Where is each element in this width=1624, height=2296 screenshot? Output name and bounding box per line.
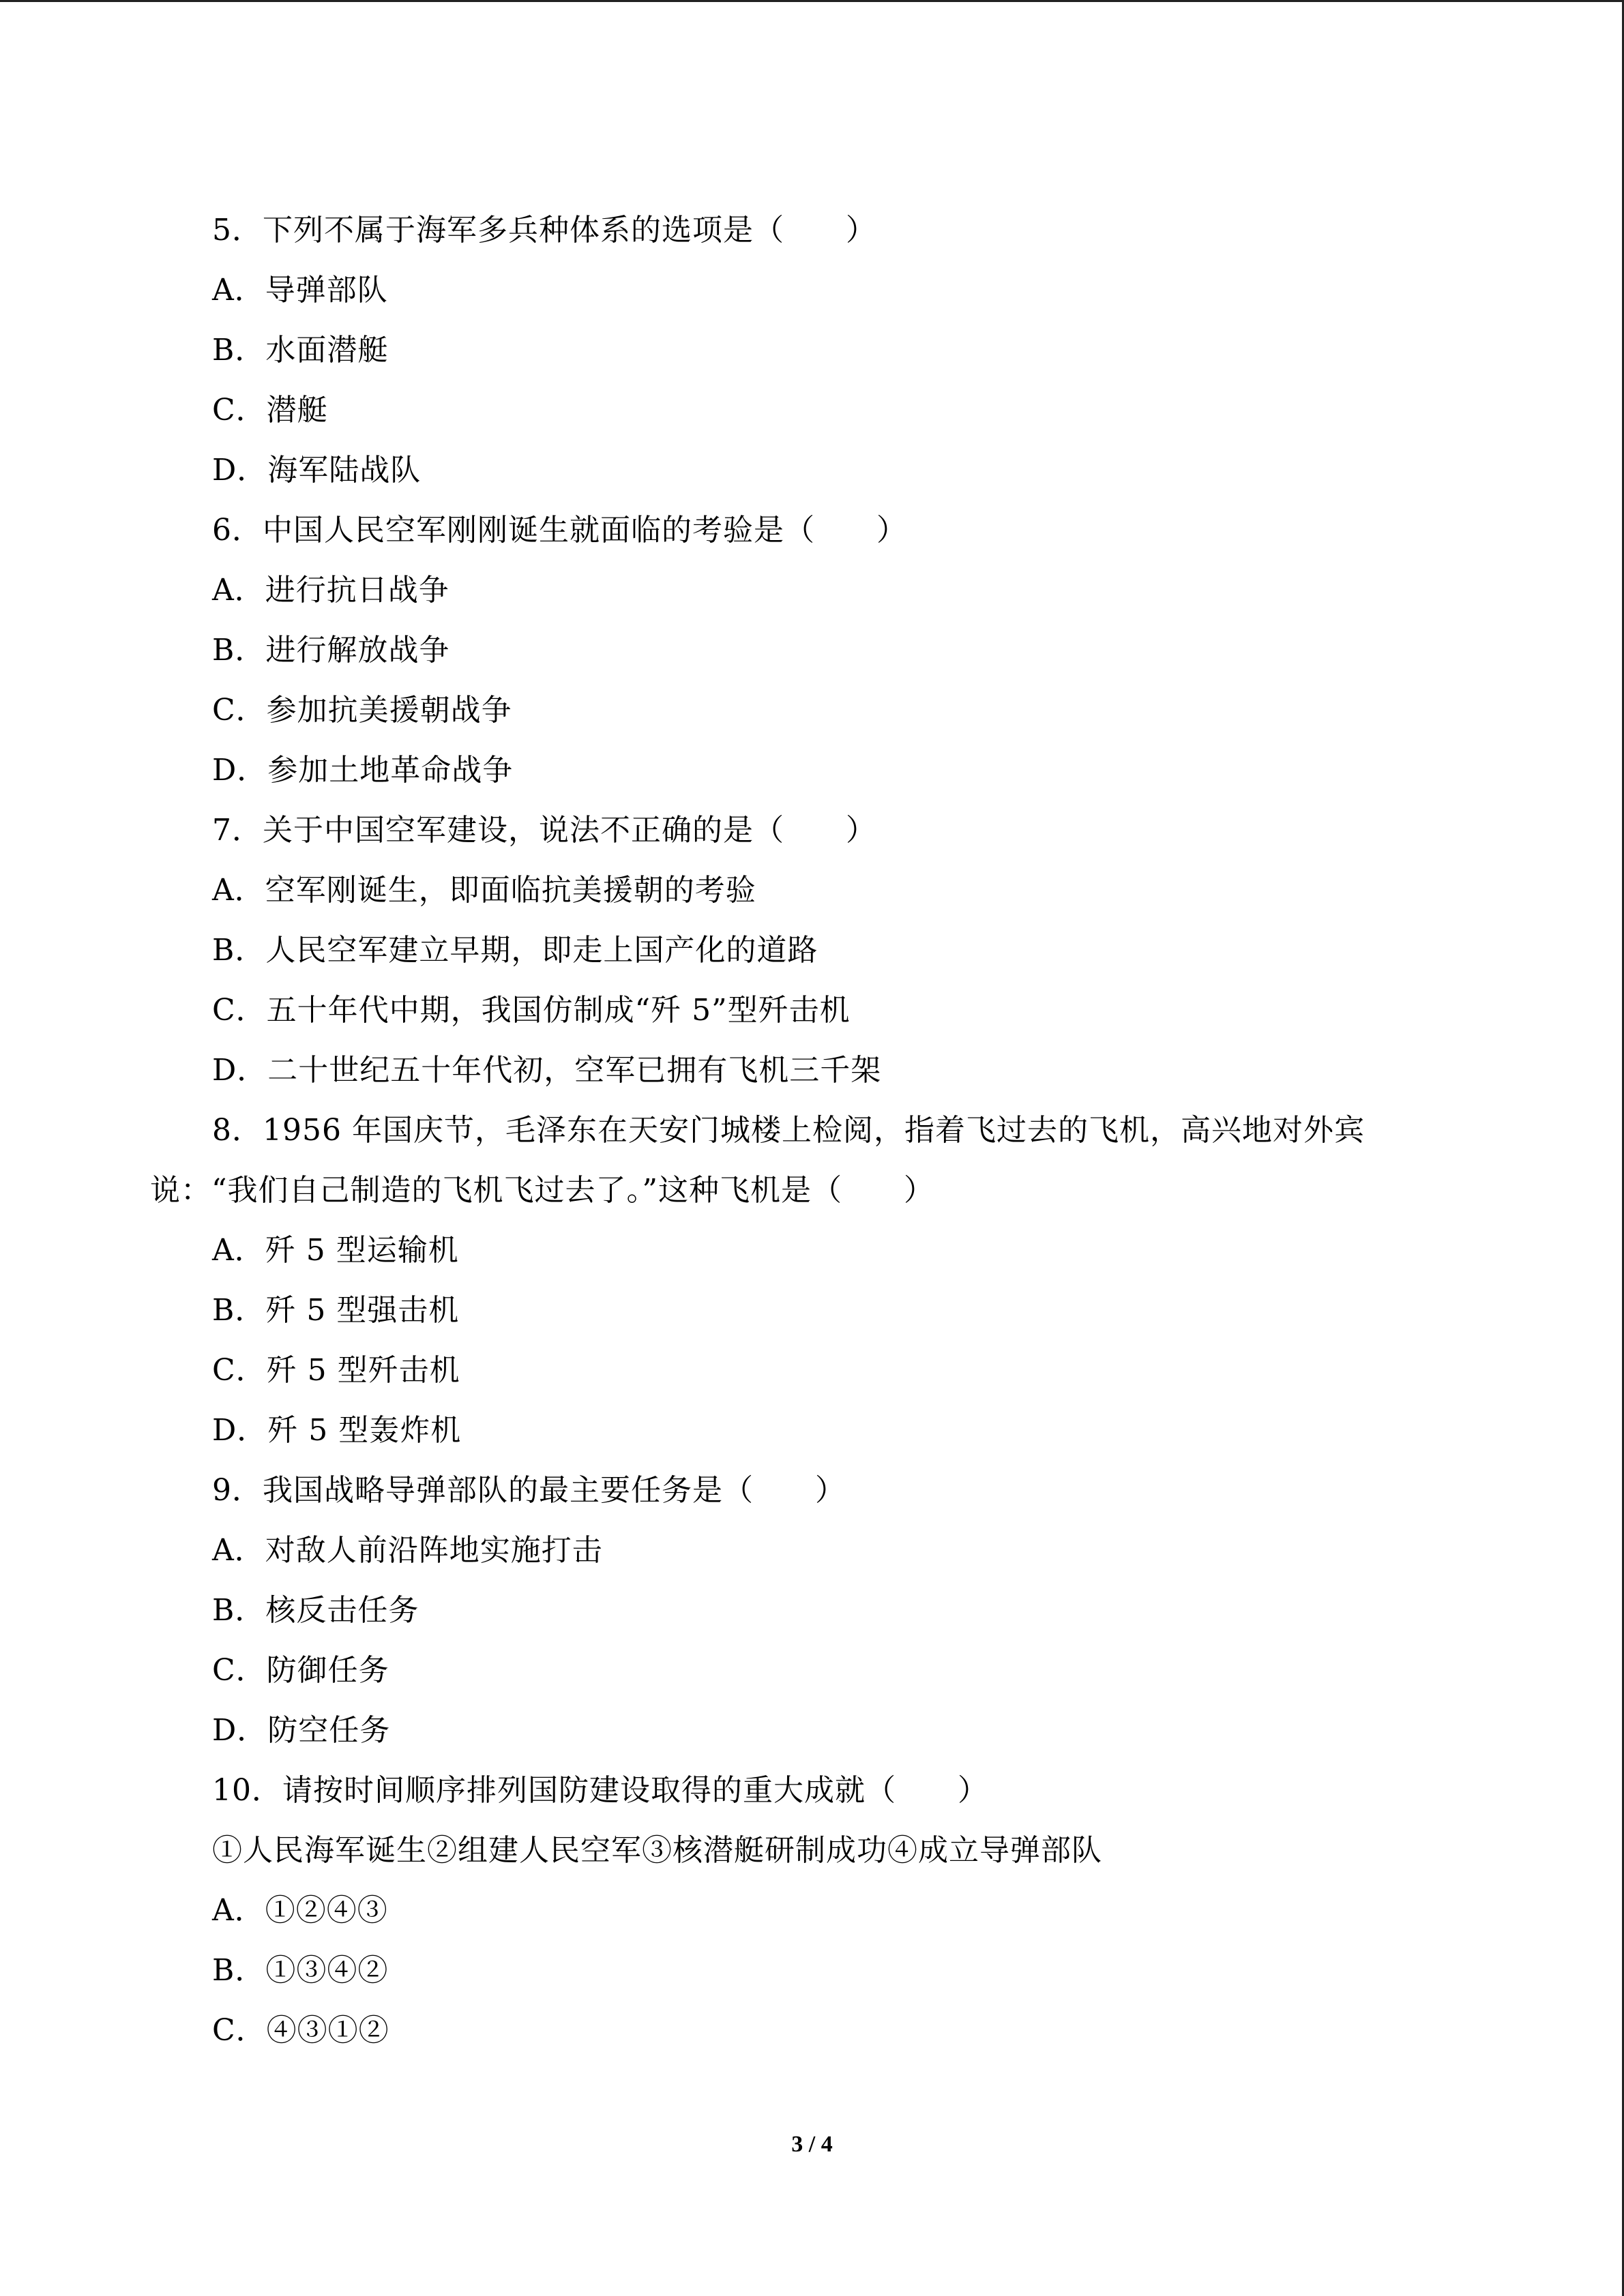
question-5-option-c: C．潜艇 — [212, 393, 328, 428]
question-6-option-a: A．进行抗日战争 — [212, 573, 449, 608]
question-8-option-d: D．歼 5 型轰炸机 — [212, 1413, 462, 1448]
page-number: 3 / 4 — [791, 2132, 833, 2157]
question-9-option-c: C．防御任务 — [212, 1653, 389, 1688]
question-6-option-d: D．参加土地革命战争 — [212, 753, 514, 788]
question-8-stem-continued: 说：“我们自己制造的飞机飞过去了。”这种飞机是（ ） — [150, 1173, 934, 1208]
question-9-stem: 9．我国战略导弹部队的最主要任务是（ ） — [212, 1473, 846, 1508]
question-5-option-b: B．水面潜艇 — [212, 333, 389, 368]
question-8-option-a: A．歼 5 型运输机 — [212, 1233, 459, 1268]
question-5-stem: 5．下列不属于海军多兵种体系的选项是（ ） — [212, 213, 876, 248]
question-9-option-b: B．核反击任务 — [212, 1593, 419, 1628]
question-8-option-b: B．歼 5 型强击机 — [212, 1293, 460, 1328]
question-8-stem: 8．1956 年国庆节，毛泽东在天安门城楼上检阅，指着飞过去的飞机，高兴地对外宾 — [212, 1113, 1365, 1148]
question-7-option-b: B．人民空军建立早期，即走上国产化的道路 — [212, 933, 818, 968]
question-7-option-a: A．空军刚诞生，即面临抗美援朝的考验 — [212, 873, 756, 908]
question-10-items: ①人民海军诞生②组建人民空军③核潜艇研制成功④成立导弹部队 — [212, 1833, 1102, 1868]
question-10-option-c: C．④③①② — [212, 2013, 389, 2048]
question-7-stem: 7．关于中国空军建设，说法不正确的是（ ） — [212, 813, 876, 848]
question-9-option-a: A．对敌人前沿阵地实施打击 — [212, 1533, 603, 1568]
question-6-stem: 6．中国人民空军刚刚诞生就面临的考验是（ ） — [212, 513, 907, 548]
question-7-option-d: D．二十世纪五十年代初，空军已拥有飞机三千架 — [212, 1053, 882, 1088]
question-7-option-c: C．五十年代中期，我国仿制成“歼 5”型歼击机 — [212, 993, 851, 1028]
question-10-option-a: A．①②④③ — [212, 1893, 388, 1928]
question-10-stem: 10．请按时间顺序排列国防建设取得的重大成就（ ） — [212, 1773, 988, 1808]
question-9-option-d: D．防空任务 — [212, 1713, 391, 1748]
question-6-option-c: C．参加抗美援朝战争 — [212, 693, 512, 728]
question-10-option-b: B．①③④② — [212, 1953, 389, 1988]
question-5-option-d: D．海军陆战队 — [212, 453, 422, 488]
question-5-option-a: A．导弹部队 — [212, 273, 388, 308]
question-6-option-b: B．进行解放战争 — [212, 633, 450, 668]
question-8-option-c: C．歼 5 型歼击机 — [212, 1353, 460, 1388]
